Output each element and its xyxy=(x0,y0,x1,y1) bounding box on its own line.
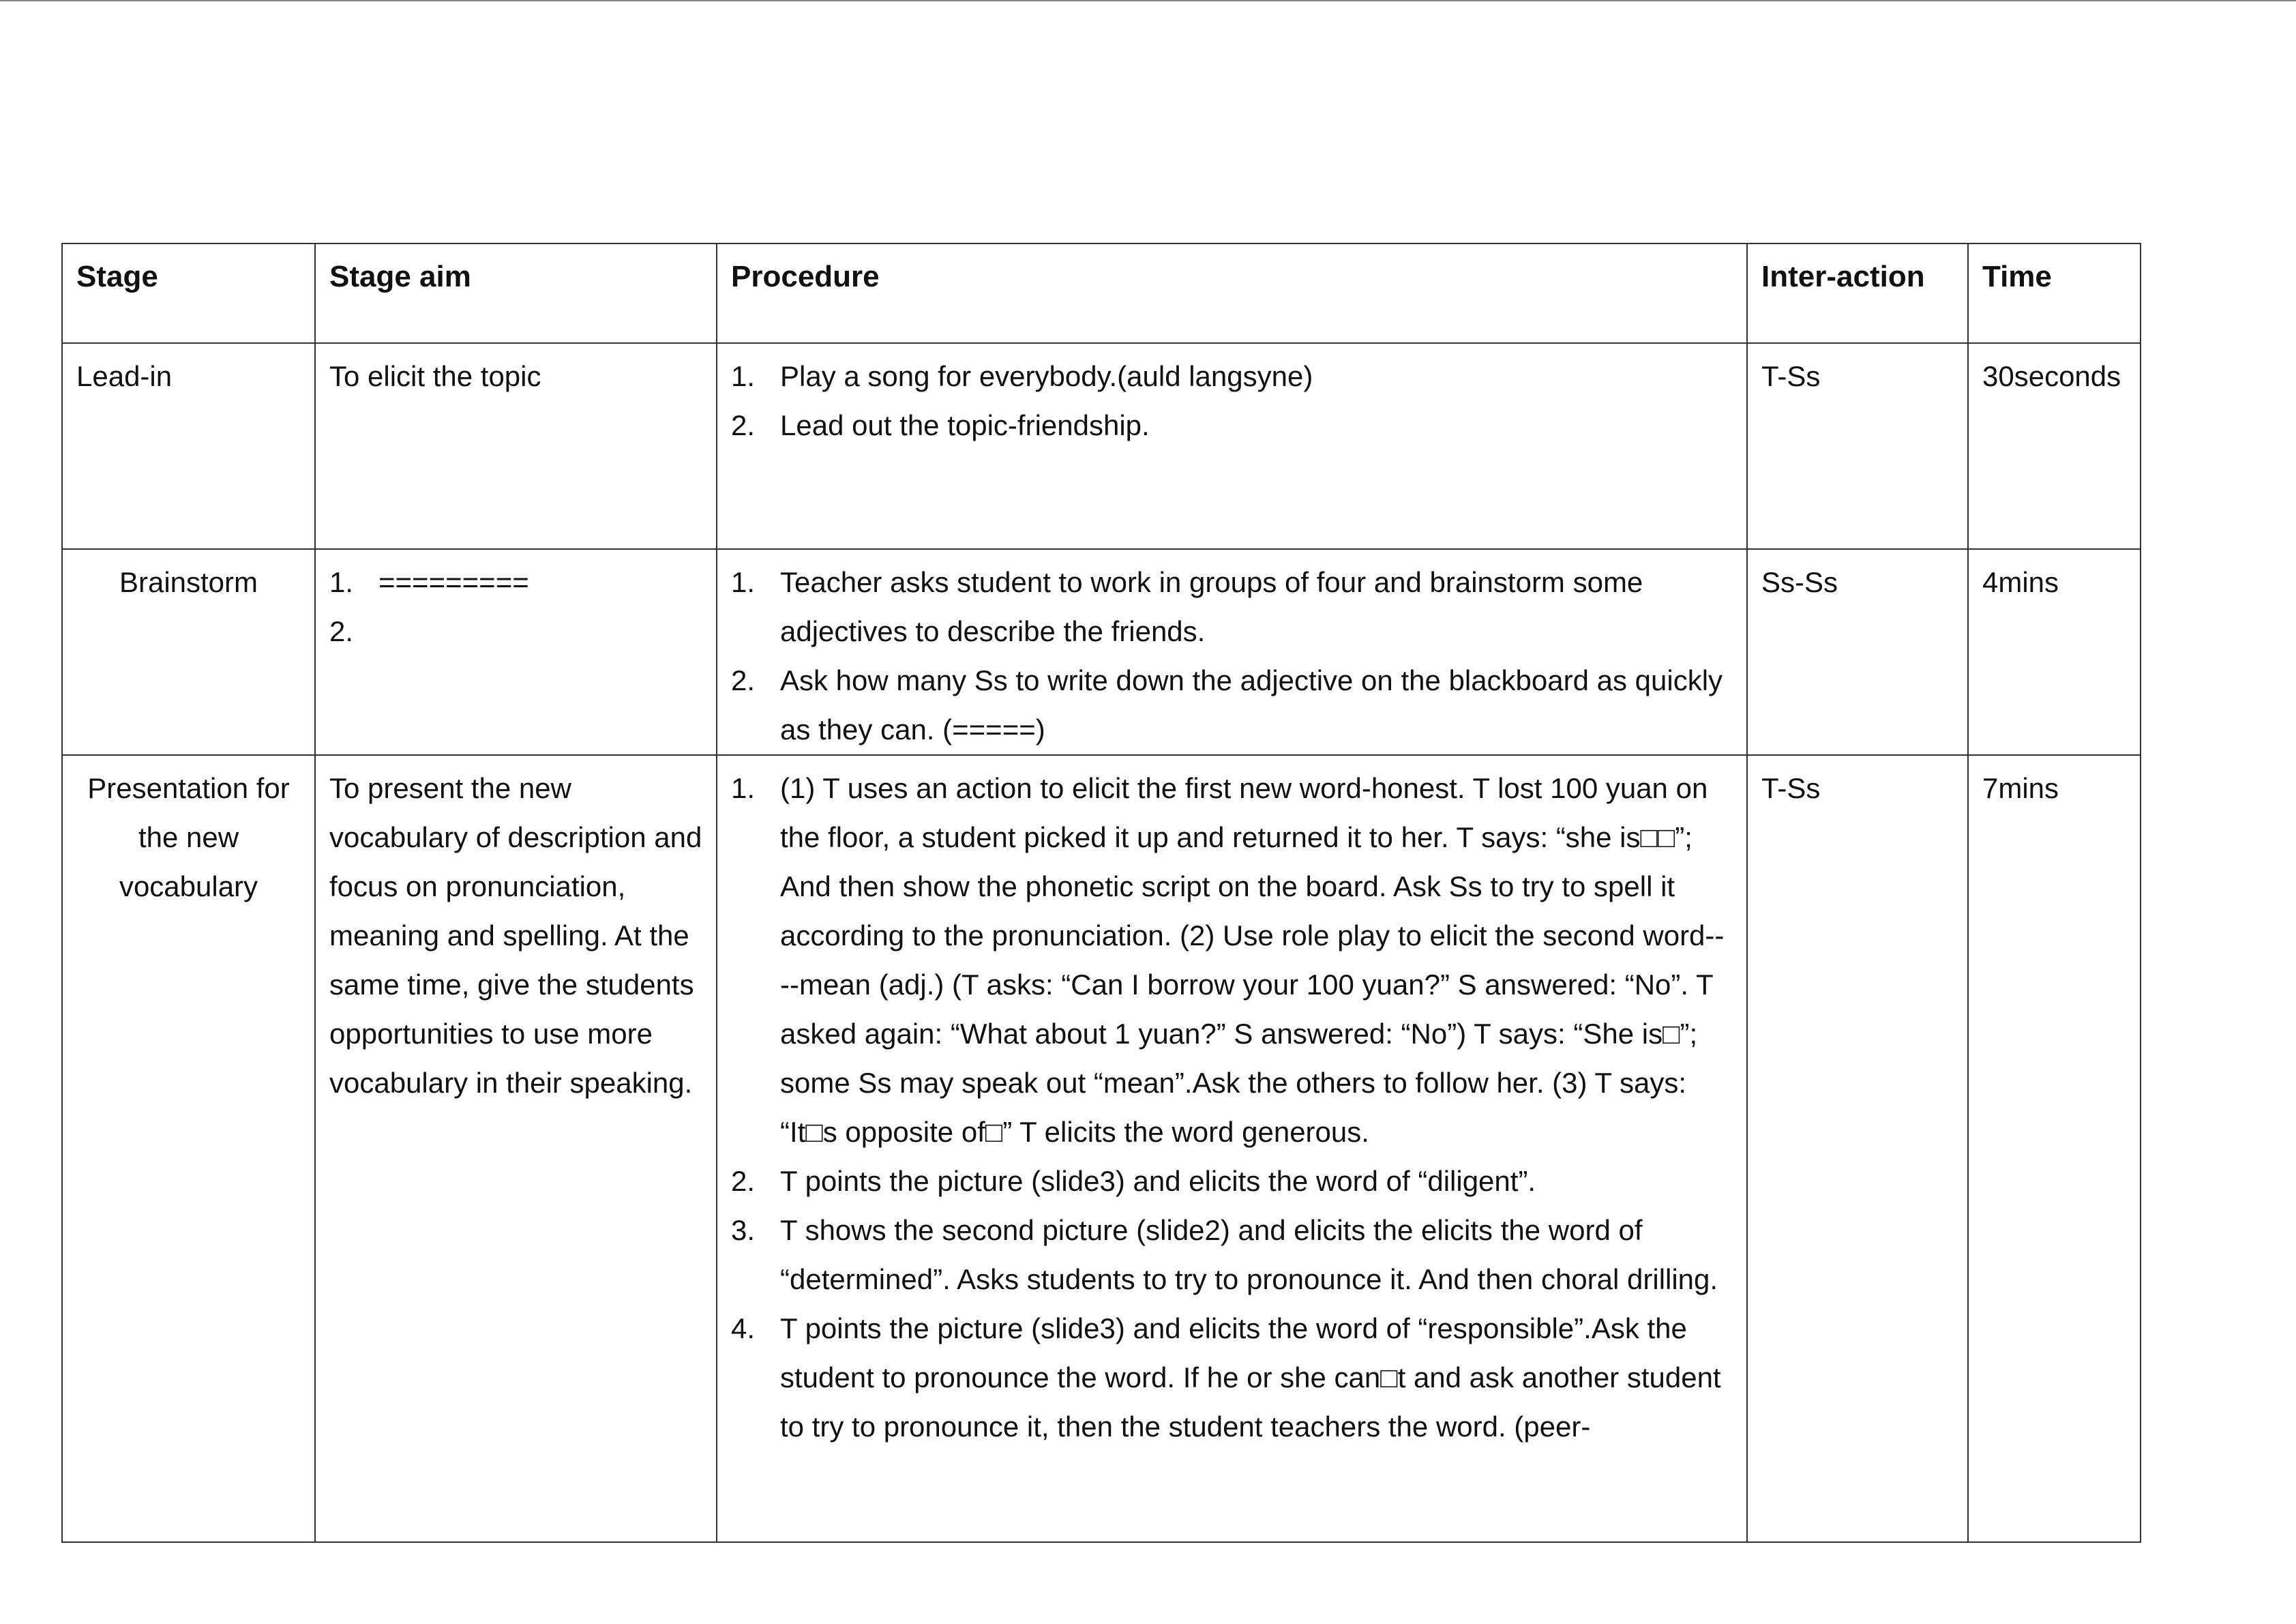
step-number: 2. xyxy=(731,664,756,696)
procedure-cell xyxy=(717,549,1747,755)
header-stage-aim: Stage aim xyxy=(315,243,717,343)
step-text: Teacher asks student to work in groups of four and brainstorm some adjectives to describe the friends. xyxy=(780,566,1643,647)
time-cell: 7mins xyxy=(1968,755,2141,1542)
list-item xyxy=(329,607,702,656)
interaction-cell: T-Ss xyxy=(1747,343,1968,549)
step-text: Lead out the topic-friendship. xyxy=(780,409,1150,441)
procedure-list xyxy=(731,352,1733,450)
step-text: Ask how many Ss to write down the adjective on the blackboard as quickly as they can. (=====) xyxy=(780,664,1723,745)
header-procedure: Procedure xyxy=(717,243,1747,343)
procedure-list xyxy=(731,764,1733,1451)
step-number: 1. xyxy=(329,566,354,598)
step-number: 1. xyxy=(731,566,756,598)
step-text: T points the picture (slide3) and elicits the word of “diligent”. xyxy=(780,1165,1536,1197)
procedure-list xyxy=(731,558,1733,754)
list-item xyxy=(731,1304,1733,1451)
stage-cell: Lead-in xyxy=(62,343,315,549)
stage-aim-list xyxy=(329,558,702,656)
step-text: ========= xyxy=(378,566,529,598)
procedure-cell xyxy=(717,343,1747,549)
list-item xyxy=(731,1157,1733,1206)
step-text xyxy=(378,607,702,656)
step-number: 2. xyxy=(731,1165,756,1197)
list-item xyxy=(731,352,1733,401)
stage-cell: Brainstorm xyxy=(62,549,315,755)
step-number: 4. xyxy=(731,1312,756,1344)
list-item xyxy=(731,764,1733,1157)
time-cell: 4mins xyxy=(1968,549,2141,755)
list-item xyxy=(731,558,1733,656)
header-interaction: Inter-action xyxy=(1747,243,1968,343)
list-item xyxy=(731,656,1733,754)
interaction-cell: Ss-Ss xyxy=(1747,549,1968,755)
stage-aim-cell: To elicit the topic xyxy=(315,343,717,549)
step-number: 1. xyxy=(731,772,756,804)
table-row xyxy=(62,549,2141,755)
list-item xyxy=(329,558,702,607)
step-text: Play a song for everybody.(auld langsyne) xyxy=(780,360,1313,392)
header-time: Time xyxy=(1968,243,2141,343)
list-item xyxy=(731,401,1733,450)
interaction-cell: T-Ss xyxy=(1747,755,1968,1542)
stage-cell: Presentation for the new vocabulary xyxy=(62,755,315,1542)
step-text: (1) T uses an action to elicit the first new word-honest. T lost 100 yuan on the floor, a student picked it up and returned it to her. T says: “she is□□”; And then show the phonetic script on the board. Ask Ss to try to spell it according to the pronunciation. (2) Use role play to elicit the second word----mean (adj.) (T asks: “Can I borrow your 100 yuan?” S answered: “No”. T asked again: “What about 1 yuan?” S answered: “No”) T says: “She is□”; some Ss may speak out “mean”.Ask the others to follow her. (3) T says: “It□s opposite of□” T elicits the word generous. xyxy=(780,772,1725,1148)
table-row xyxy=(62,343,2141,549)
time-cell: 30seconds xyxy=(1968,343,2141,549)
list-item xyxy=(731,1206,1733,1304)
procedure-cell xyxy=(717,755,1747,1542)
step-number: 2. xyxy=(329,615,354,647)
step-number: 3. xyxy=(731,1214,756,1246)
step-number: 2. xyxy=(731,409,756,441)
stage-aim-cell xyxy=(315,549,717,755)
step-text: T shows the second picture (slide2) and elicits the elicits the word of “determined”. Asks students to try to pronounce it. And then choral drilling. xyxy=(780,1214,1718,1295)
table-row xyxy=(62,755,2141,1542)
header-stage: Stage xyxy=(62,243,315,343)
stage-aim-cell: To present the new vocabulary of description and focus on pronunciation, meaning and spelling. At the same time, give the students opportunities to use more vocabulary in their speaking. xyxy=(315,755,717,1542)
lesson-plan-table xyxy=(61,243,2141,1543)
page-top-border xyxy=(0,0,2296,1)
step-number: 1. xyxy=(731,360,756,392)
table-header-row xyxy=(62,243,2141,343)
step-text: T points the picture (slide3) and elicits the word of “responsible”.Ask the student to pronounce the word. If he or she can□t and ask another student to try to pronounce it, then the student teachers the word. (peer- xyxy=(780,1312,1721,1443)
